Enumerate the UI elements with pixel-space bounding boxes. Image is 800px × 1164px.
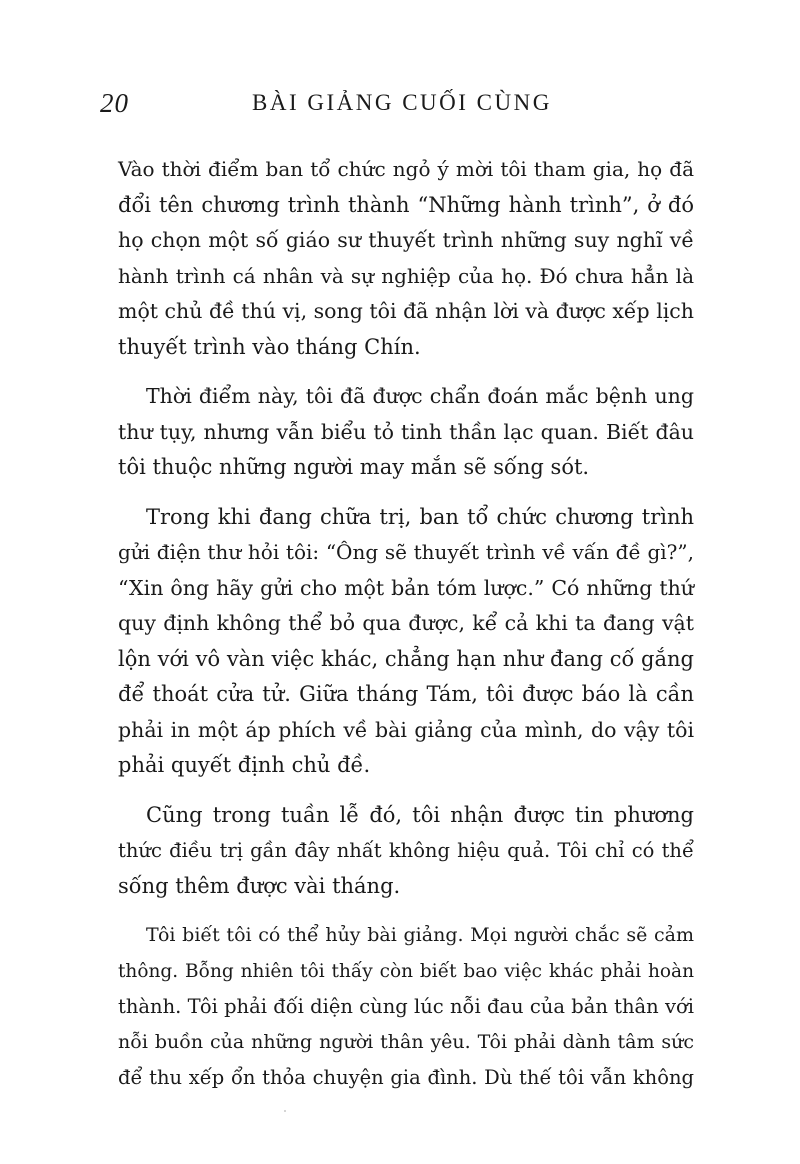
text-line: thức điều trị gần đây nhất không hiệu quả. Tôi chỉ có thể <box>118 839 694 862</box>
text-line: Thời điểm này, tôi đã được chẩn đoán mắc bệnh ung <box>146 384 694 408</box>
text-line: lộn với vô vàn việc khác, chẳng hạn như đang cố gắng <box>118 646 694 671</box>
text-line: thuyết trình vào tháng Chín. <box>118 334 421 359</box>
text-line: thành. Tôi phải đối diện cùng lúc nỗi đau của bản thân với <box>118 995 694 1018</box>
body-text <box>118 152 694 1110</box>
text-line: hành trình cá nhân và sự nghiệp của họ. Đó chưa hẳn là <box>118 263 694 288</box>
text-line: nỗi buồn của những người thân yêu. Tôi phải dành tâm sức <box>118 1030 694 1053</box>
text-line: một chủ đề thú vị, song tôi đã nhận lời và được xếp lịch <box>118 299 694 323</box>
text-line: Trong khi đang chữa trị, ban tổ chức chương trình <box>146 504 694 529</box>
text-line: thông. Bỗng nhiên tôi thấy còn biết bao việc khác phải hoàn <box>118 960 694 982</box>
text-line: họ chọn một số giáo sư thuyết trình những suy nghĩ về <box>118 228 694 252</box>
paragraph-1 <box>118 152 694 365</box>
text-line: phải in một áp phích về bài giảng của mình, do vậy tôi <box>118 717 694 742</box>
text-line: tôi thuộc những người may mắn sẽ sống sót. <box>118 455 590 479</box>
text-line: Cũng trong tuần lễ đó, tôi nhận được tin phương <box>146 802 694 827</box>
paragraph-4 <box>118 798 694 905</box>
text-line: đổi tên chương trình thành “Những hành trình”, ở đó <box>118 192 694 217</box>
paragraph-5 <box>118 918 694 1096</box>
text-line: để thoát cửa tử. Giữa tháng Tám, tôi được báo là cần <box>118 682 694 706</box>
text-line: sống thêm được vài tháng. <box>118 873 401 898</box>
text-line: để thu xếp ổn thỏa chuyện gia đình. Dù thế tôi vẫn không <box>118 1066 694 1089</box>
paragraph-3 <box>118 500 694 784</box>
paper-speck <box>284 1110 286 1112</box>
text-line: quy định không thể bỏ qua được, kể cả khi ta đang vật <box>118 611 694 635</box>
book-title: BÀI GIẢNG CUỐI CÙNG <box>252 90 552 115</box>
text-line: gửi điện thư hỏi tôi: “Ông sẽ thuyết trình về vấn đề gì?”, <box>118 540 694 564</box>
text-line: Vào thời điểm ban tổ chức ngỏ ý mời tôi tham gia, họ đã <box>118 157 694 181</box>
text-line: phải quyết định chủ đề. <box>118 753 371 777</box>
page-number: 20 <box>100 88 129 118</box>
text-line: “Xin ông hãy gửi cho một bản tóm lược.” Có những thứ <box>118 575 694 600</box>
text-line: Tôi biết tôi có thể hủy bài giảng. Mọi người chắc sẽ cảm <box>146 924 694 946</box>
running-header <box>100 88 700 128</box>
paragraph-2 <box>118 379 694 486</box>
text-line: thư tụy, nhưng vẫn biểu tỏ tinh thần lạc quan. Biết đâu <box>118 419 694 444</box>
